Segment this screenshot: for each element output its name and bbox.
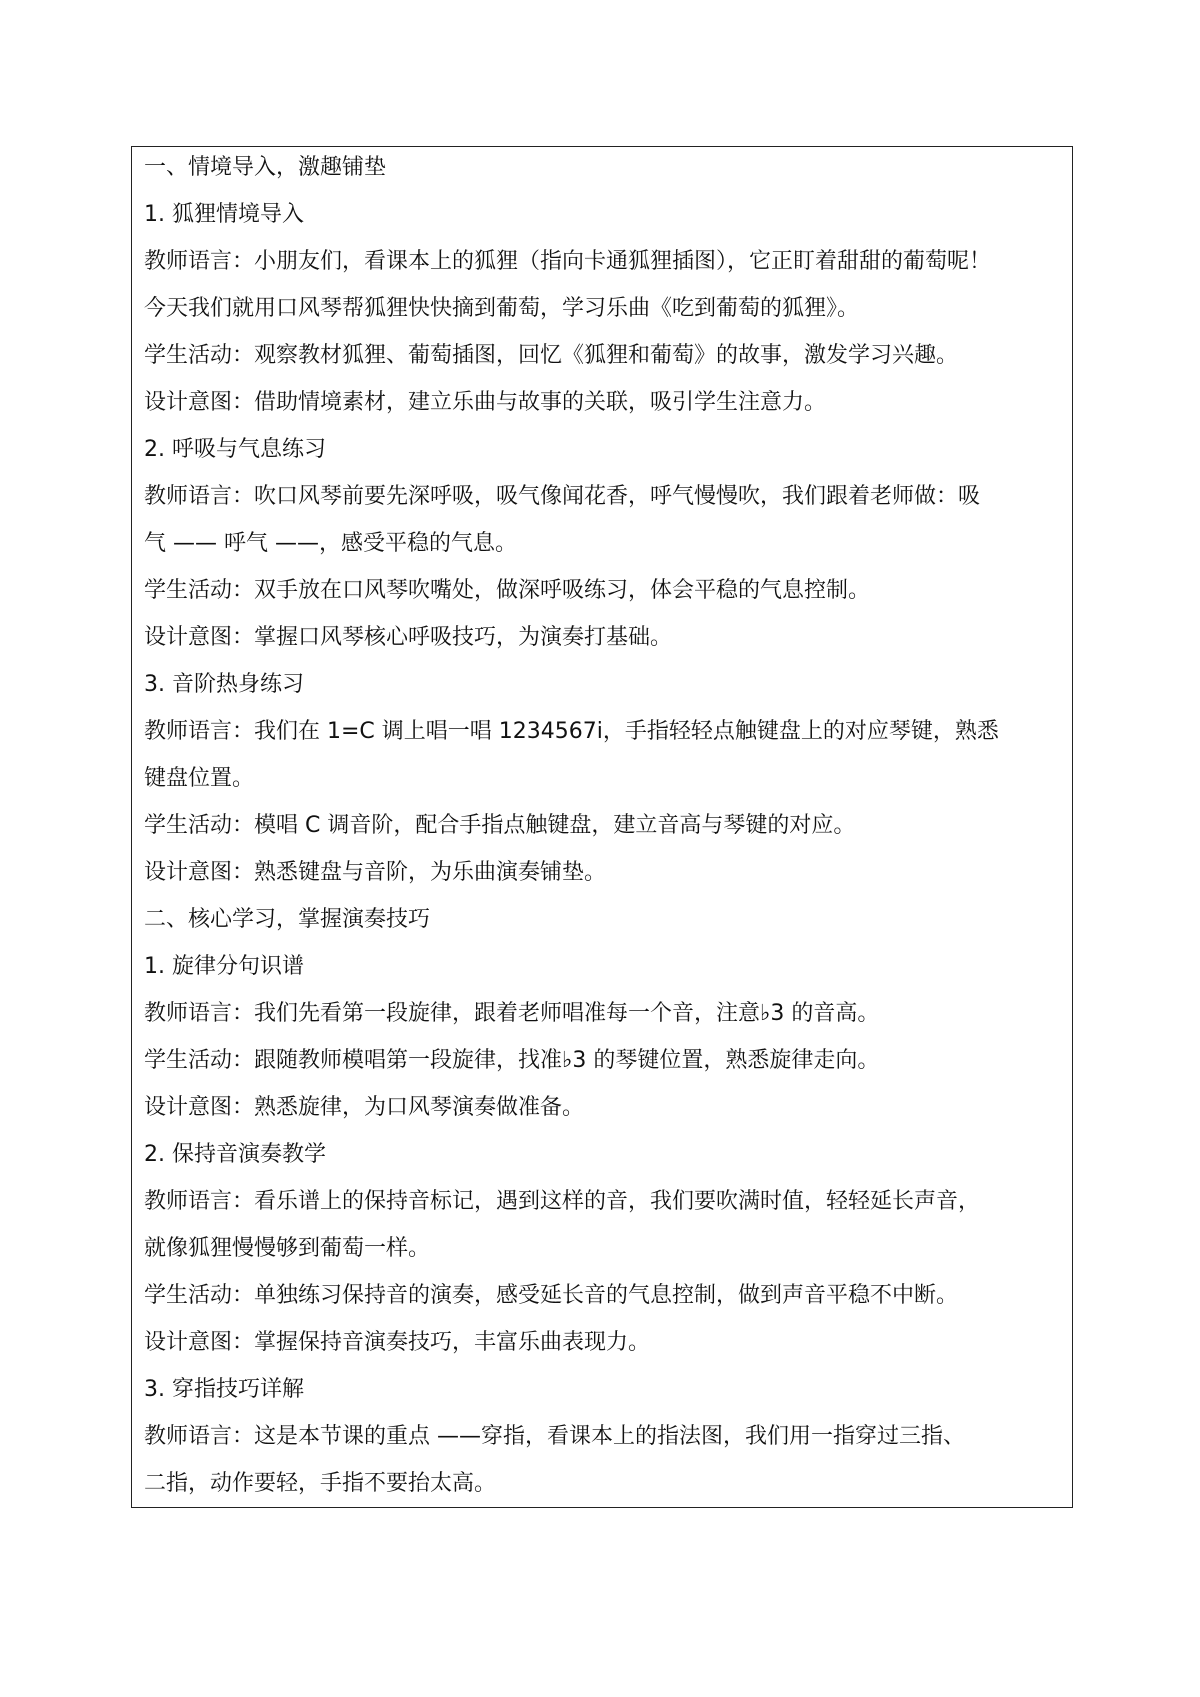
paragraph-line: 键盘位置。 (144, 766, 255, 791)
teacher-language-line: 教师语言：我们先看第一段旋律，跟着老师唱准每一个音，注意♭3 的音高。 (144, 1001, 880, 1026)
student-activity-line: 学生活动：双手放在口风琴吹嘴处，做深呼吸练习，体会平稳的气息控制。 (144, 578, 871, 603)
subsection-heading: 3. 穿指技巧详解 (144, 1377, 304, 1402)
paragraph-line: 气 —— 呼气 ——，感受平稳的气息。 (144, 531, 517, 556)
paragraph-line: 就像狐狸慢慢够到葡萄一样。 (144, 1236, 431, 1261)
subsection-heading: 3. 音阶热身练习 (144, 672, 304, 697)
paragraph-line: 教师语言：小朋友们，看课本上的狐狸（指向卡通狐狸插图），它正盯着甜甜的葡萄呢！ (144, 249, 992, 274)
paragraph-line: 今天我们就用口风琴帮狐狸快快摘到葡萄，学习乐曲《吃到葡萄的狐狸》。 (144, 296, 860, 321)
design-intent-line: 设计意图：熟悉键盘与音阶，为乐曲演奏铺垫。 (144, 860, 607, 885)
subsection-heading: 2. 保持音演奏教学 (144, 1142, 326, 1167)
teacher-language-paragraph (144, 482, 1062, 558)
design-intent-line: 设计意图：熟悉旋律，为口风琴演奏做准备。 (144, 1095, 585, 1120)
student-activity-line: 学生活动：观察教材狐狸、葡萄插图，回忆《狐狸和葡萄》的故事，激发学习兴趣。 (144, 343, 959, 368)
student-activity-line: 学生活动：跟随教师模唱第一段旋律，找准♭3 的琴键位置，熟悉旋律走向。 (144, 1048, 880, 1073)
teacher-language-paragraph (144, 1422, 1062, 1498)
subsection-heading: 1. 狐狸情境导入 (144, 202, 304, 227)
paragraph-line: 教师语言：我们在 1=C 调上唱一唱 1234567i，手指轻轻点触键盘上的对应琴键，熟悉 (144, 719, 999, 744)
paragraph-line: 教师语言：看乐谱上的保持音标记，遇到这样的音，我们要吹满时值，轻轻延长声音， (144, 1189, 981, 1214)
paragraph-line: 教师语言：吹口风琴前要先深呼吸，吸气像闻花香，呼气慢慢吹，我们跟着老师做：吸 (144, 484, 981, 509)
teacher-language-paragraph (144, 717, 1062, 793)
section-heading: 二、核心学习，掌握演奏技巧 (144, 907, 431, 932)
design-intent-line: 设计意图：借助情境素材，建立乐曲与故事的关联，吸引学生注意力。 (144, 390, 827, 415)
lesson-plan-box (131, 146, 1073, 1508)
design-intent-line: 设计意图：掌握保持音演奏技巧，丰富乐曲表现力。 (144, 1330, 651, 1355)
design-intent-line: 设计意图：掌握口风琴核心呼吸技巧，为演奏打基础。 (144, 625, 673, 650)
teacher-language-paragraph (144, 247, 1062, 323)
paragraph-line: 二指，动作要轻，手指不要抬太高。 (144, 1471, 497, 1496)
section-heading: 一、情境导入，激趣铺垫 (144, 155, 387, 180)
subsection-heading: 1. 旋律分句识谱 (144, 954, 304, 979)
subsection-heading: 2. 呼吸与气息练习 (144, 437, 326, 462)
teacher-language-paragraph (144, 1187, 1062, 1263)
paragraph-line: 教师语言：这是本节课的重点 ——穿指，看课本上的指法图，我们用一指穿过三指、 (144, 1424, 965, 1449)
student-activity-line: 学生活动：单独练习保持音的演奏，感受延长音的气息控制，做到声音平稳不中断。 (144, 1283, 959, 1308)
student-activity-line: 学生活动：模唱 C 调音阶，配合手指点触键盘，建立音高与琴键的对应。 (144, 813, 856, 838)
